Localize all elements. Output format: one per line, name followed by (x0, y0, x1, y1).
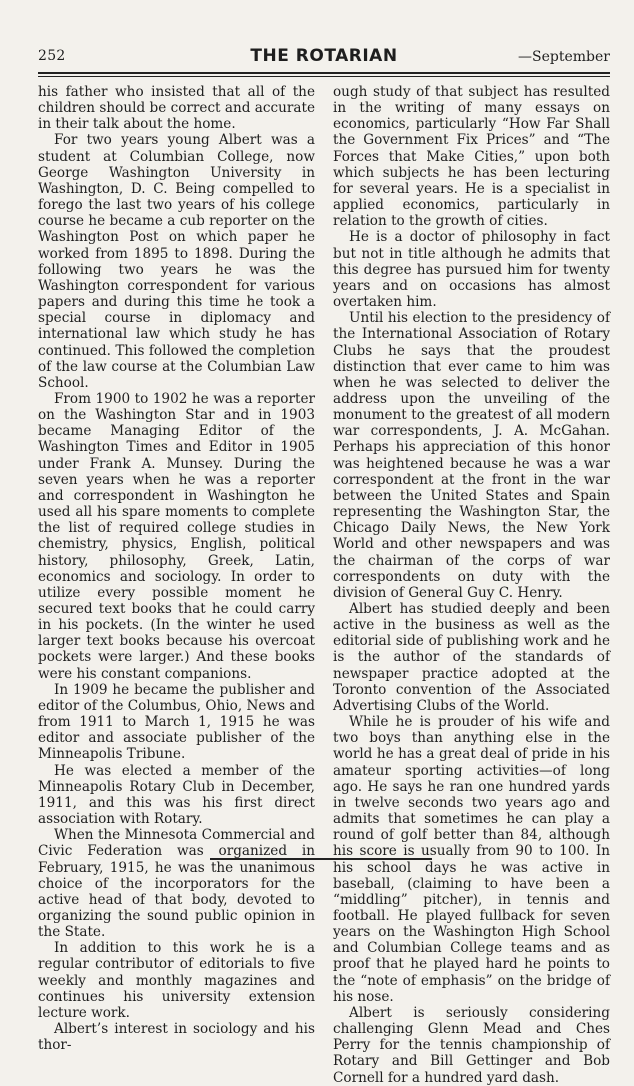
paragraph: his father who insisted that all of the children should be correct and accurate in their talk about the home. (38, 84, 315, 133)
left-column (38, 84, 315, 1053)
paragraph: When the Minnesota Commercial and Civic Federation was organized in February, 1915, he was the unanimous choice of the incorporators for the active head of that body, devoted to organizing the sound public opinion in the State. (38, 827, 315, 941)
paragraph: For two years young Albert was a student at Columbian College, now George Washington University in Washington, D. C. Being compelled to forego the last two years of his college course he became a cub reporter on the Washington Post on which paper he worked from 1895 to 1898. During the following two years he was the Washington correspondent for various papers and during this time he took a special course in diplomacy and international law which study he has continued. This followed the completion of the law course at the Columbian Law School. (38, 132, 315, 391)
footer-rule (210, 858, 432, 860)
magazine-title: THE ROTARIAN (250, 46, 398, 66)
page-number: 252 (38, 48, 66, 64)
paragraph: In addition to this work he is a regular contributor of editorials to five weekly and monthly magazines and continues his university extension lecture work. (38, 940, 315, 1021)
right-column (333, 84, 610, 1086)
paragraph: Until his election to the presidency of the International Association of Rotary Clubs he says that the proudest distinction that ever came to him was when he was selected to deliver the address upon the unveiling of the monument to the greatest of all modern war correspondents, J. A. McGahan. Perhaps his appreciation of this honor was heightened because he was a war correspondent at the front in the war between the United States and Spain representing the Washington Star, the Chicago Daily News, the New York World and other newspapers and was the chairman of the corps of war correspondents on duty with the division of General Guy C. Henry. (333, 310, 610, 601)
paragraph: He was elected a member of the Minneapolis Rotary Club in December, 1911, and this was his first direct association with Rotary. (38, 762, 315, 828)
paragraph: He is a doctor of philosophy in fact but not in title although he admits that this degree has pursued him for twenty years and on occasions has almost overtaken him. (333, 229, 610, 311)
header-rule (38, 72, 610, 77)
paragraph: Albert is seriously considering challenging Glenn Mead and Ches Perry for the tennis championship of Rotary and Bill Gettinger and Bob Cornell for a hundred yard dash. (333, 1004, 610, 1086)
paragraph: In 1909 he became the publisher and editor of the Columbus, Ohio, News and from 1911 to March 1, 1915 he was editor and associate publisher of the Minneapolis Tribune. (38, 681, 315, 763)
paragraph: ough study of that subject has resulted in the writing of many essays on economics, particularly “How Far Shall the Government Fix Prices” and “The Forces that Make Cities,” upon both which subjects he has been lecturing for several years. He is a specialist in applied economics, particularly in relation to the growth of cities. (333, 84, 610, 230)
issue-month: —September (518, 49, 610, 65)
paragraph: While he is prouder of his wife and two boys than anything else in the world he has a great deal of pride in his amateur sporting activities—of long ago. He says he ran one hundred yards in twelve seconds two years ago and admits that sometimes he can play a round of golf better than 84, although his score is usually from 90 to 100. In his school days he was active in baseball, (claiming to have been a “middling” pitcher), in tennis and football. He played fullback for seven years on the Washington High School and Columbian College teams and as proof that he played hard he points to the “note of emphasis” on the bridge of his nose. (333, 714, 610, 1005)
paragraph: From 1900 to 1902 he was a reporter on the Washington Star and in 1903 became Managing Editor of the Washington Times and Editor in 1905 under Frank A. Munsey. During the seven years when he was a reporter and correspondent in Washington he used all his spare moments to complete the list of required college studies in chemistry, physics, English, political history, philosophy, Greek, Latin, economics and sociology. In order to utilize every possible moment he secured text books that he could carry in his pockets. (In the winter he used larger text books because his overcoat pockets were larger.) And these books were his constant companions. (38, 390, 315, 682)
paragraph: Albert’s interest in sociology and his thor- (38, 1021, 315, 1054)
page-header (38, 46, 610, 68)
paragraph: Albert has studied deeply and been active in the business as well as the editorial side of publishing work and he is the author of the standards of newspaper practice adopted at the Toronto convention of the Associated Advertising Clubs of the World. (333, 601, 610, 714)
